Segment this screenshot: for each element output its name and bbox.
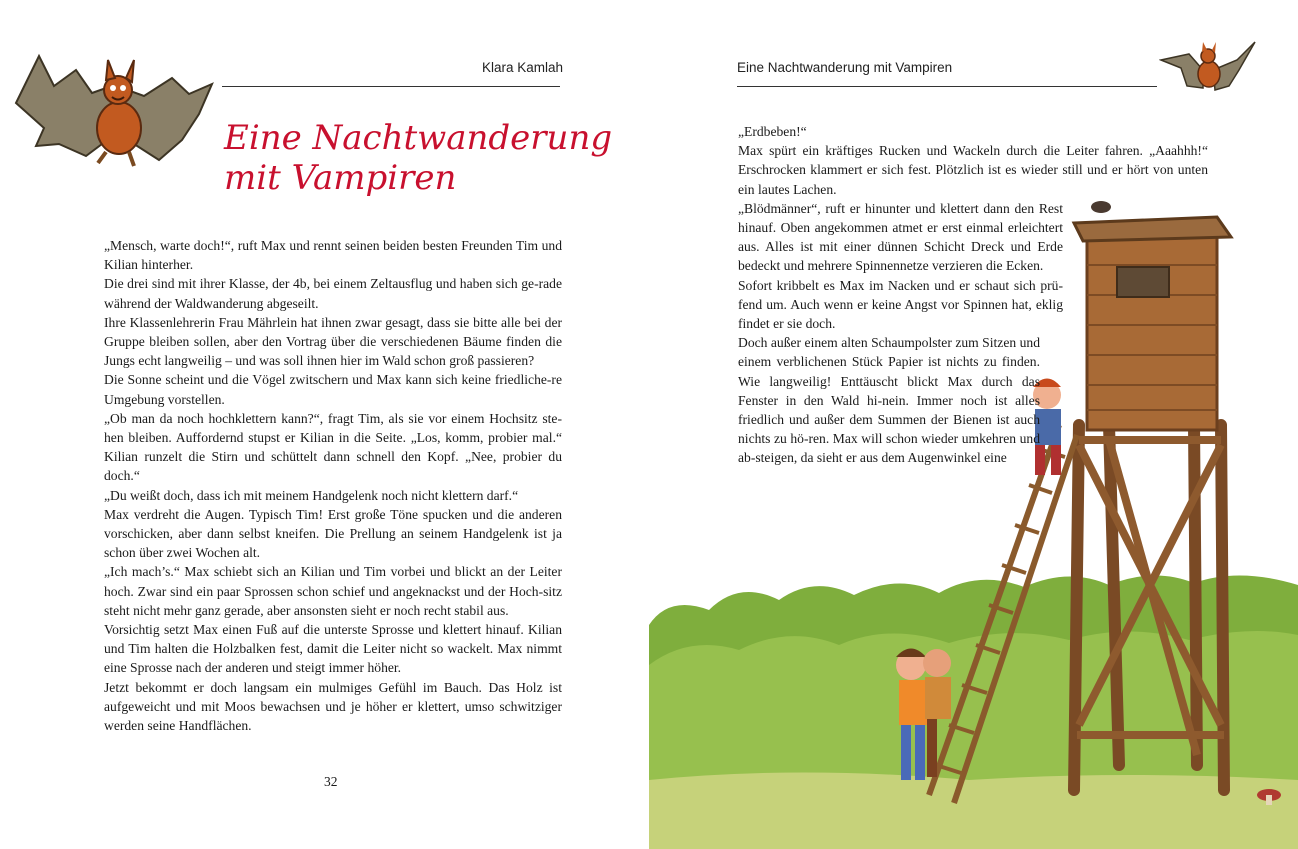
paragraph: „Ob man da noch hochklettern kann?“, fragt Tim, als sie vor einem Hochsitz ste-hen bleiben. Auffordernd stupst er Kilian in die Seite. „Los, komm, probier mal.“ Kilian runzelt die Stirn und schüttelt dann schnell den Kopf. „Nee, probier du doch.“ — [104, 410, 562, 484]
paragraph: „Blödmänner“, ruft er hinunter und klettert dann den Rest hinauf. Oben angekommen atmet er erst einmal erleichtert aus. Alles ist mit einer dünnen Schicht Dreck und Erde bedeckt und mehrere Spinnennetze verzieren die Ecken. — [738, 200, 1063, 274]
chapter-title-line2: mit Vampiren — [224, 158, 457, 198]
paragraph: Jetzt bekommt er doch langsam ein mulmiges Gefühl im Bauch. Das Holz ist aufgeweicht und mit Moos bewachsen und je höher er klettert, umso schwitziger werden seine Handflächen. — [104, 679, 562, 734]
paragraph: Max spürt ein kräftiges Rucken und Wackeln durch die Leiter fahren. „Aaahhh!“ Erschrocken klammert er sich fest. Plötzlich ist es wieder still und er hört von unten ein lautes Lachen. — [738, 143, 1208, 197]
running-title: Eine Nachtwanderung mit Vampiren — [737, 60, 953, 75]
paragraph: Die Sonne scheint und die Vögel zwitschern und Max kann sich keine friedliche-re Umgebung vorstellen. — [104, 372, 562, 407]
paragraph: Ihre Klassenlehrerin Frau Mährlein hat ihnen zwar gesagt, dass sie bitte alle bei der Gruppe bleiben sollen, aber den Vortrag über die verschiedenen Bäume finden die Jungs echt langweilig – und was soll ihnen hier im Wald schon groß passieren? — [104, 314, 562, 369]
right-page — [649, 0, 1298, 849]
paragraph: Sofort kribbelt es Max im Nacken und er schaut sich prü-fend um. Auch wenn er keine Angst vor Spinnen hat, eklig findet er sie doch. — [738, 277, 1063, 332]
chapter-title — [224, 118, 612, 198]
paragraph: Vorsichtig setzt Max einen Fuß auf die unterste Sprosse und klettert hinauf. Kilian und Tim halten die Holzbalken fest, damit die Leiter nicht so wackelt. Max nimmt eine Sprosse nach der anderen und steigt immer höher. — [104, 622, 562, 676]
page-number: 32 — [324, 774, 338, 789]
paragraph: „Du weißt doch, dass ich mit meinem Handgelenk noch nicht klettern darf.“ — [104, 487, 519, 503]
paragraph: „Mensch, warte doch!“, ruft Max und rennt seinen beiden besten Freunden Tim und Kilian hinterher. — [104, 238, 562, 273]
bat-icon — [1159, 40, 1257, 100]
paragraph: Max verdreht die Augen. Typisch Tim! Erst große Töne spucken und die anderen vorschicken, aber dann selbst kneifen. Die Prellung an seinem Handgelenk ist ja schon über zwei Wochen alt. — [104, 506, 562, 561]
paragraph: „Ich mach’s.“ Max schiebt sich an Kilian und Tim vorbei und blickt an der Leiter hoch. Zwar sind ein paar Sprossen schon schief und angeknackst und der Hoch-sitz steht nicht mehr ganz gerade, aber ansonsten sieht er noch recht stabil aus. — [104, 564, 562, 618]
chapter-title-line1: Eine Nachtwanderung — [224, 118, 613, 158]
bat-icon — [14, 48, 219, 173]
header-author: Klara Kamlah — [482, 60, 564, 75]
body-text — [738, 122, 1208, 468]
paragraph: Doch außer einem alten Schaumpolster zum Sitzen und einem verblichenen Stück Papier ist nichts zu finden. Wie langweilig! Enttäuscht blickt Max durch das Fenster in den Wald hi-nein. Immer noch ist alles friedlich und außer dem Summen der Bienen ist auch nichts zu hö-ren. Max will schon wieder umkehren und ab-steigen, da sieht er aus dem Augenwinkel eine — [738, 335, 1040, 466]
header-rule — [222, 86, 560, 87]
header-rule — [737, 86, 1157, 87]
body-text — [104, 236, 562, 735]
paragraph: „Erdbeben!“ — [738, 124, 807, 139]
paragraph: Die drei sind mit ihrer Klasse, der 4b, bei einem Zeltausflug und haben sich ge-rade während der Waldwanderung abgeseilt. — [104, 276, 562, 311]
